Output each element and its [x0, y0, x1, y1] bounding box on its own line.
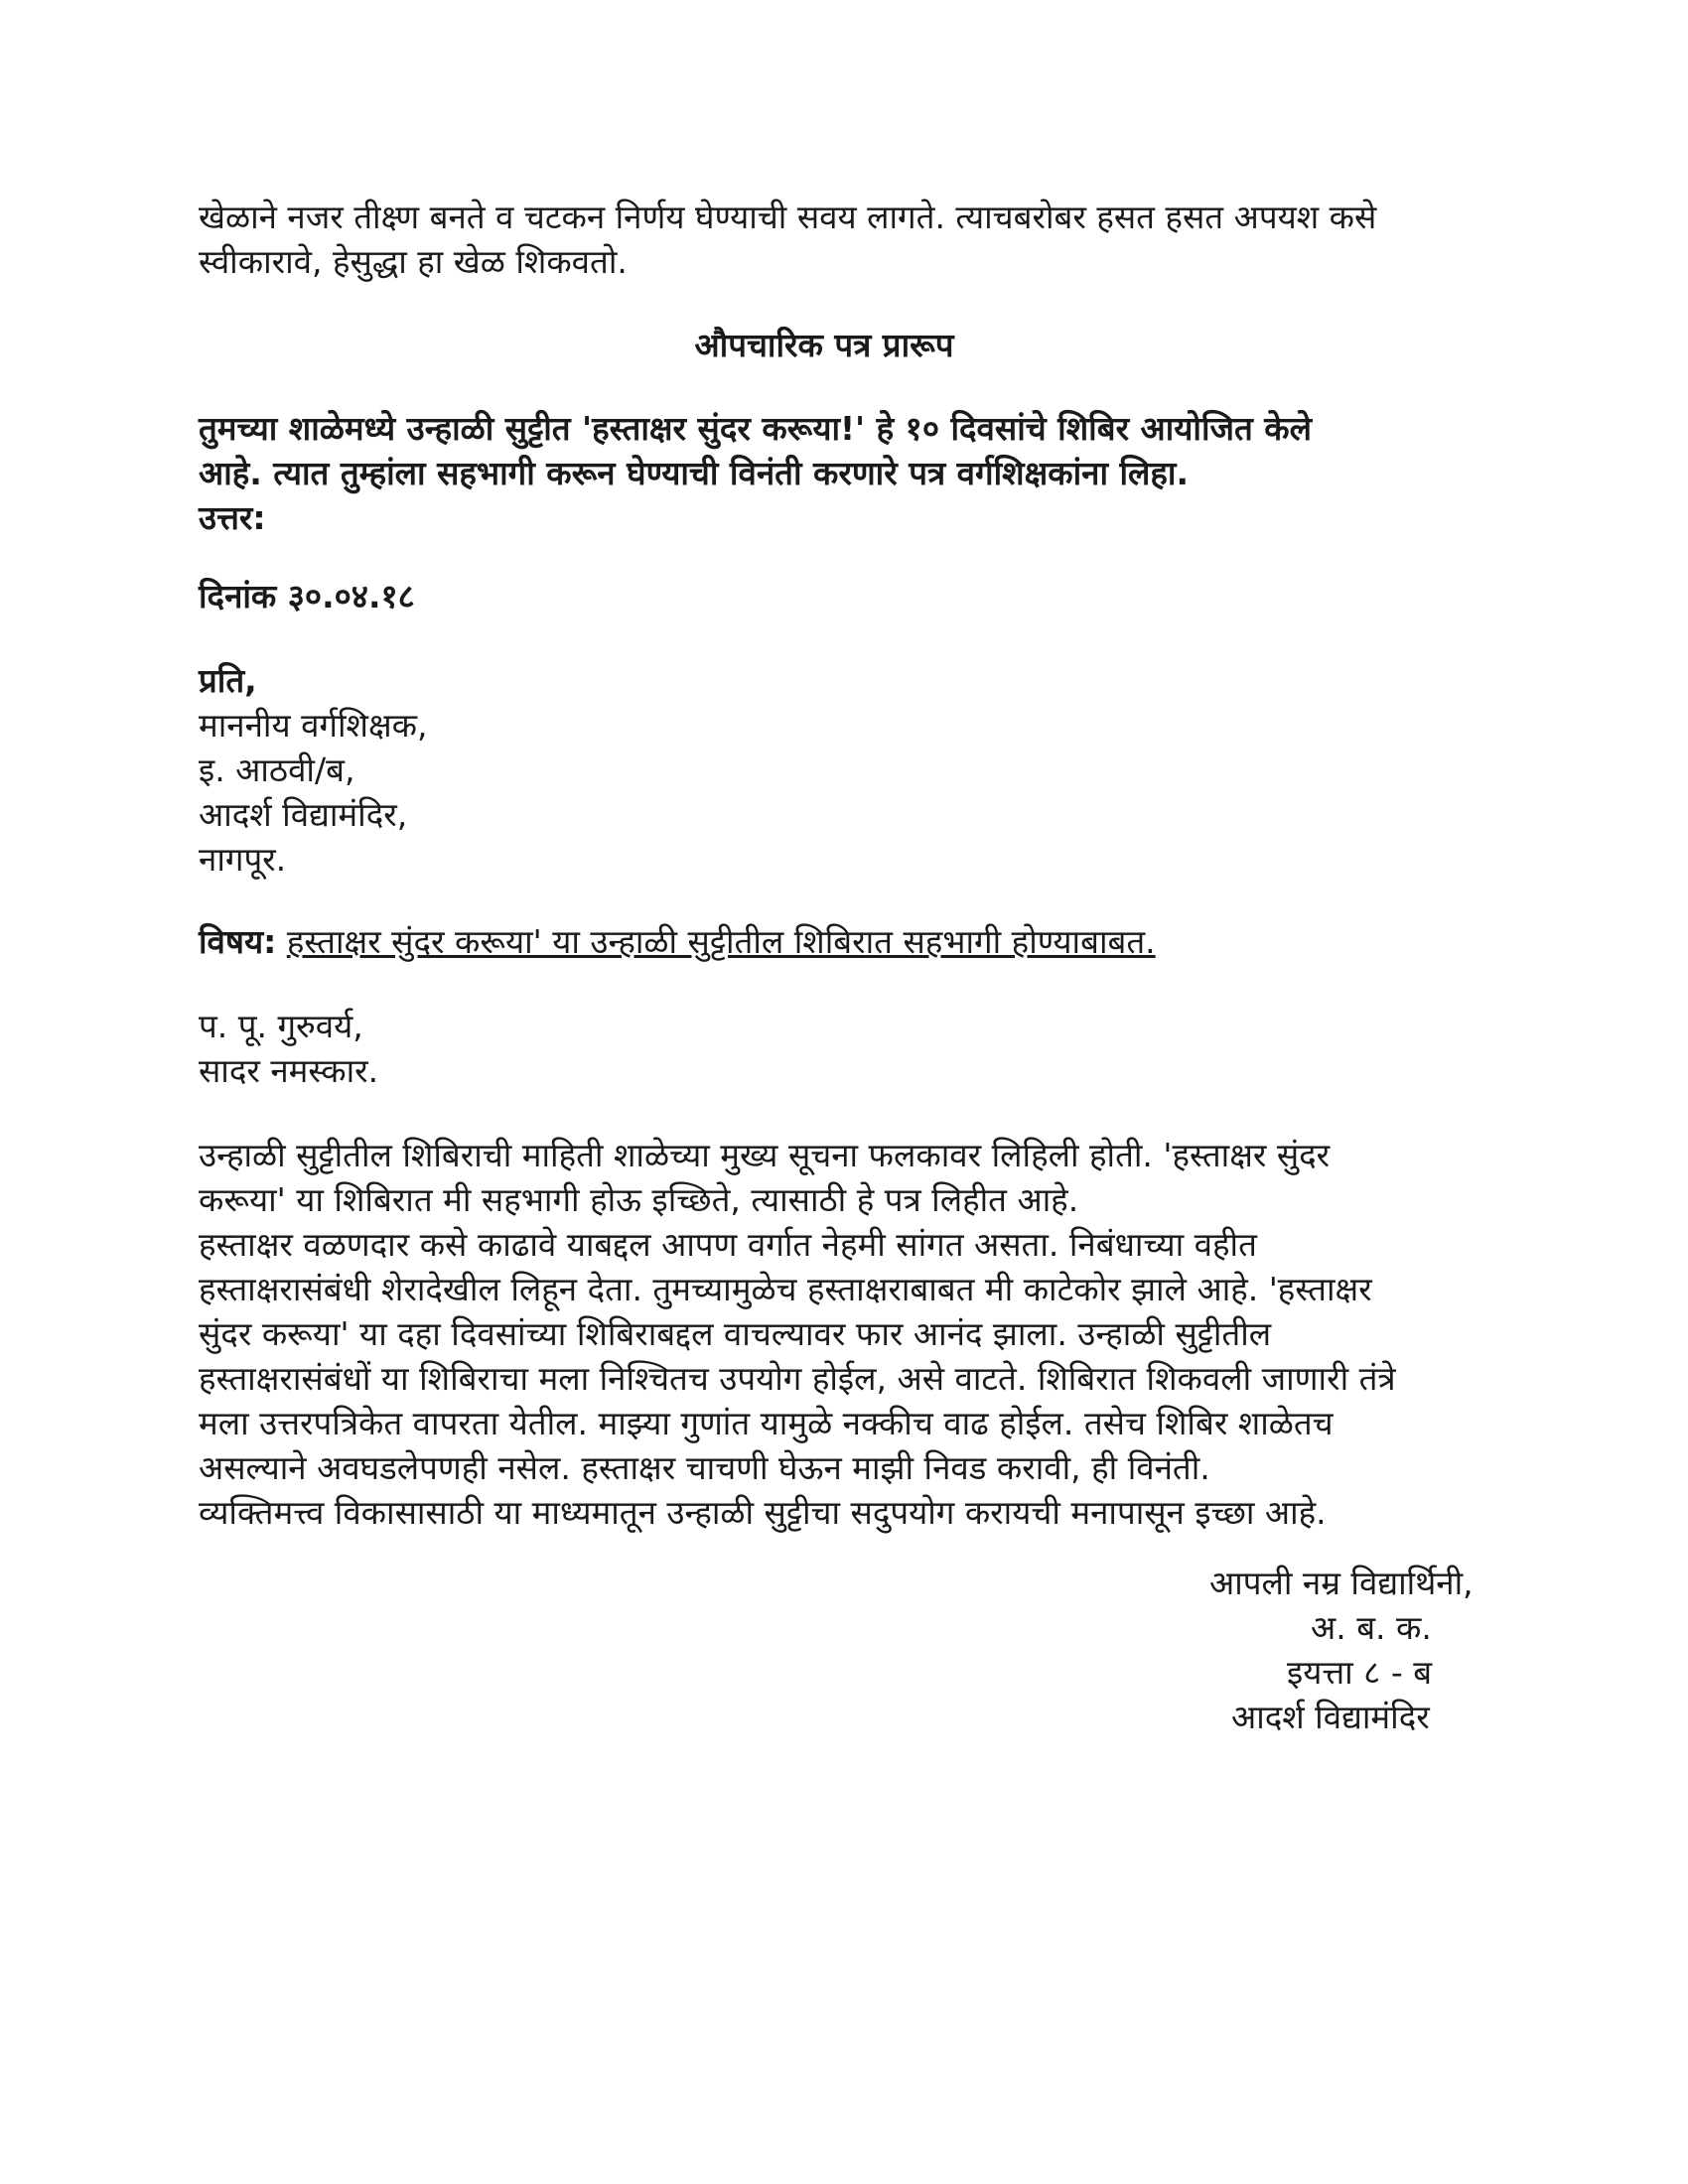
intro-line: स्वीकारावे, हेसुद्धा हा खेळ शिकवतो. — [199, 242, 628, 281]
question-line: आहे. त्यात तुम्हांला सहभागी करून घेण्याची विनंती करणारे पत्र वर्गशिक्षकांना लिहा. — [199, 454, 1190, 492]
recipient-label: प्रति, — [199, 661, 257, 700]
letter-body — [199, 1133, 1450, 1535]
body-line: असल्याने अवघडलेपणही नसेल. हस्ताक्षर चाचणी घेऊन माझी निवड करावी, ही विनंती. — [199, 1448, 1210, 1487]
signature-closing: आपली नम्र विद्यार्थिनी, — [1209, 1564, 1474, 1602]
body-line: सुंदर करूया' या दहा दिवसांच्या शिबिराबद्दल वाचल्यावर फार आनंद झाला. उन्हाळी सुट्टीतील — [199, 1314, 1272, 1353]
subject-text: हस्ताक्षर सुंदर करूया' या उन्हाळी सुट्टीतील शिबिरात सहभागी होण्याबाबत. — [286, 922, 1156, 961]
section-heading: औपचारिक पत्र प्रारूप — [694, 326, 954, 364]
question-block — [199, 406, 1450, 540]
subject-line — [199, 919, 1450, 964]
salutation-block — [199, 1004, 1450, 1093]
body-line: मला उत्तरपत्रिकेत वापरता येतील. माझ्या गुणांत यामुळे नक्कीच वाढ होईल. तसेच शिबिर शाळेतच — [199, 1404, 1334, 1442]
recipient-line: माननीय वर्गशिक्षक, — [199, 706, 428, 745]
salutation-line: प. पू. गुरुवर्य, — [199, 1007, 363, 1045]
recipient-block — [199, 658, 1450, 882]
intro-line: खेळाने नजर तीक्ष्ण बनते व चटकन निर्णय घेण्याची सवय लागते. त्याचबरोबर हसत हसत अपयश कसे — [199, 198, 1377, 236]
body-line: हस्ताक्षर वळणदार कसे काढावे याबद्दल आपण वर्गात नेहमी सांगत असता. निबंधाच्या वहीत — [199, 1225, 1257, 1264]
signature-class: इयत्ता ८ - ब — [1287, 1653, 1433, 1692]
document-page — [199, 195, 1450, 1535]
subject-label: विषय: — [199, 922, 277, 961]
body-line: हस्ताक्षरासंबंधों या शिबिराचा मला निश्चितच उपयोग होईल, असे वाटते. शिबिरात शिकवली जाणारी तंत्रे — [199, 1359, 1396, 1398]
question-line: तुमच्या शाळेमध्ये उन्हाळी सुट्टीत 'हस्ताक्षर सुंदर करूया!' हे १० दिवसांचे शिबिर आयोजित केले — [199, 409, 1313, 448]
body-line: उन्हाळी सुट्टीतील शिबिराची माहिती शाळेच्या मुख्य सूचना फलकावर लिहिली होती. 'हस्ताक्षर सुंदर — [199, 1136, 1331, 1174]
intro-paragraph — [199, 195, 1450, 284]
recipient-line: नागपूर. — [199, 840, 287, 879]
recipient-line: आदर्श विद्यामंदिर, — [199, 795, 408, 834]
date-line: दिनांक ३०.०४.१८ — [199, 577, 415, 615]
signature-school: आदर्श विद्यामंदिर — [1231, 1698, 1430, 1736]
signature-name: अ. ब. क. — [1311, 1608, 1432, 1647]
recipient-line: इ. आठवी/ब, — [199, 751, 355, 789]
body-line: व्यक्तिमत्त्व विकासासाठी या माध्यमातून उन्हाळी सुट्टीचा सदुपयोग करायची मनापासून इच्छा आहे. — [199, 1493, 1327, 1532]
body-line: करूया' या शिबिरात मी सहभागी होऊ इच्छिते, त्यासाठी हे पत्र लिहीत आहे. — [199, 1180, 1079, 1219]
body-line: हस्ताक्षरासंबंधी शेरादेखील लिहून देता. तुमच्यामुळेच हस्ताक्षराबाबत मी काटेकोर झाले आहे. 'हस्ताक्षर — [199, 1270, 1372, 1308]
answer-label: उत्तर: — [199, 498, 266, 537]
salutation-line: सादर नमस्कार. — [199, 1051, 379, 1090]
